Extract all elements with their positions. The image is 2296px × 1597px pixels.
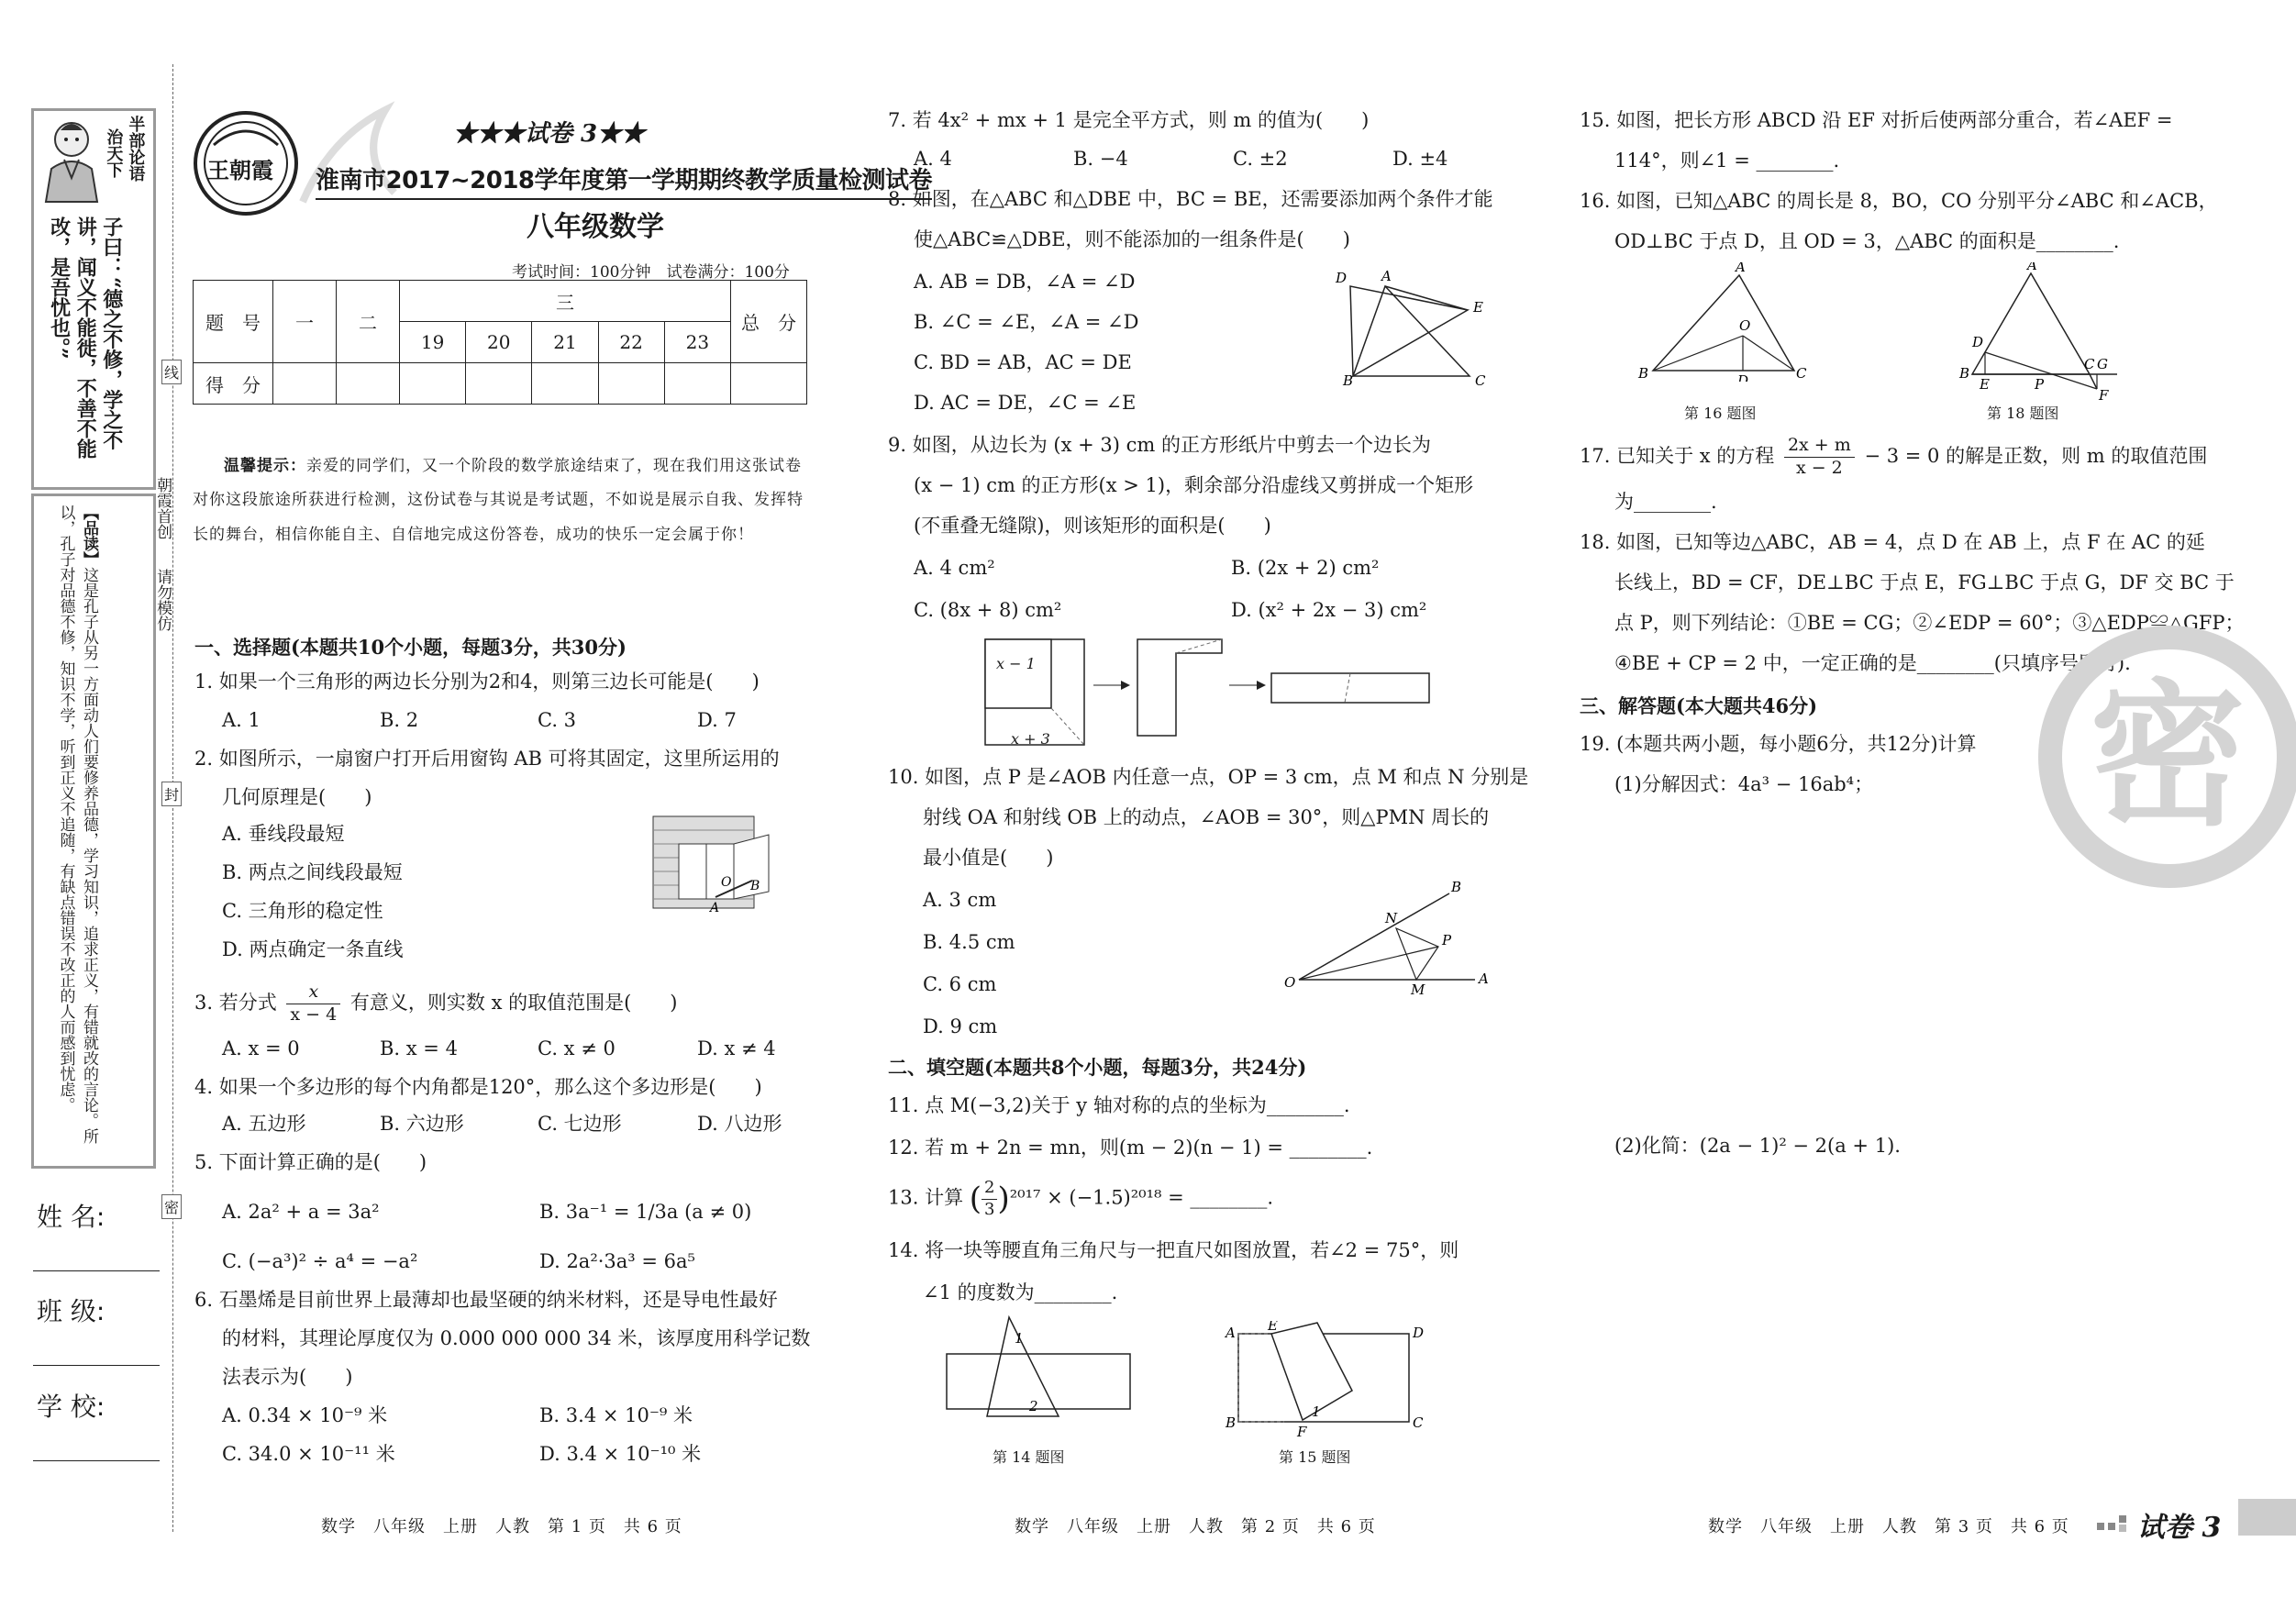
sub-col-19: 19 [400,322,466,363]
q6-opt-d[interactable]: D. 3.4 × 10⁻¹⁰ 米 [539,1443,702,1465]
q4-opt-a[interactable]: A. 五边形 [222,1113,306,1135]
q8-opt-d[interactable]: D. AC = DE，∠C = ∠E [914,392,1137,414]
footer-page-3: 数学 八年级 上册 人教 第 3 页 共 6 页 [1708,1517,2069,1536]
q1-opt-d[interactable]: D. 7 [697,709,737,731]
q3-opt-c[interactable]: C. x ≠ 0 [538,1037,616,1059]
tip-text: 亲爱的同学们，又一个阶段的数学旅途结束了，现在我们用这张试卷对你这段旅途所获进行检测，这份试卷与其说是考试题，不如说是展示自我、发挥特长的舞台，相信你能自主、自信地完成这份答卷，成功的快乐一定会属于你！ [193,457,804,544]
q8-triangles-figure [1330,266,1514,389]
answer-area-2[interactable] [1614,1170,2202,1482]
q3-denominator: x − 4 [290,1004,338,1025]
class-label: 班 级: [37,1296,105,1326]
q8-opt-c[interactable]: C. BD = AB，AC = DE [914,351,1132,373]
motto-1: 半部论语 [126,116,146,182]
q4-opt-c[interactable]: C. 七边形 [538,1113,622,1135]
q2-opt-c[interactable]: C. 三角形的稳定性 [222,900,383,922]
q19-part-2: (2)化简：(2a − 1)² − 2(a + 1). [1614,1135,1901,1157]
footer-page-2: 数学 八年级 上册 人教 第 2 页 共 6 页 [1015,1517,1376,1536]
paper-tag: 试卷 3 [2137,1512,2222,1544]
tip-paragraph [193,449,809,552]
notice-2: 请勿模仿 [153,569,172,631]
footer-page-1: 数学 八年级 上册 人教 第 1 页 共 6 页 [321,1517,682,1536]
q10-angle-figure [1282,881,1493,1004]
section-3-title: 三、解答题(本大题共46分) [1580,694,1818,717]
seal-mark-3: 密 [161,1194,182,1219]
q1-opt-b[interactable]: B. 2 [380,709,419,731]
class-input-line[interactable] [33,1365,160,1366]
q16-caption: 第 16 题图 [1684,405,1757,422]
q6-opt-c[interactable]: C. 34.0 × 10⁻¹¹ 米 [222,1443,395,1465]
svg-text:O: O [1739,317,1751,334]
q18-caption: 第 18 题图 [1987,405,2059,422]
q17-fraction [1784,435,1855,480]
q15-caption: 第 15 题图 [1279,1448,1351,1466]
sub-col-21: 21 [532,322,598,363]
q15-figure [1224,1321,1425,1444]
q13-denominator: 3 [984,1199,995,1219]
svg-text:1: 1 [1312,1403,1321,1420]
svg-text:F: F [1297,1424,1307,1440]
q10-opt-c[interactable]: C. 6 cm [923,973,997,995]
row-label-score: 得 分 [194,363,273,405]
q4-opt-b[interactable]: B. 六边形 [380,1113,464,1135]
q9-opt-b[interactable]: B. (2x + 2) cm² [1231,557,1380,579]
svg-text:D: D [1737,372,1749,382]
col-section-2: 二 [337,281,400,363]
q1-opt-c[interactable]: C. 3 [538,709,577,731]
q9-stem-1: 9. 如图，从边长为 (x + 3) cm 的正方形纸片中剪去一个边长为 [888,434,1431,456]
svg-text:B: B [1451,881,1462,895]
svg-text:C: C [1796,365,1807,382]
svg-text:1: 1 [1015,1330,1024,1347]
q17-b: − 3 = 0 的解是正数，则 m 的取值范围 [1864,444,2208,467]
seal-mark-1: 线 [161,360,182,384]
q7-opt-b[interactable]: B. −4 [1073,148,1128,170]
q19-part-1: (1)分解因式：4a³ − 16ab⁴； [1614,773,1874,795]
q9-opt-a[interactable]: A. 4 cm² [914,557,995,579]
q2-stem-1: 2. 如图所示，一扇窗户打开后用窗钩 AB 可将其固定，这里所运用的 [194,748,780,770]
svg-text:D: D [1972,334,1984,350]
q5-opt-c[interactable]: C. (−a³)² ÷ a⁴ = −a² [222,1250,418,1272]
q1-opt-a[interactable]: A. 1 [222,709,261,731]
q13-paren-open: ( [969,1180,982,1217]
reading-body: 这是孔子从另一方面动人们要修养品德，学习知识，追求正义，有错就改的言论。所以，孔子对品德不修，知识不学，听到正义不追随，有缺点错误不改正的人而感到忧虑。 [56,505,98,1144]
q17-numerator: 2x + m [1784,435,1855,458]
watermark-char: 密 [2090,666,2246,848]
q6-stem-1: 6. 石墨烯是目前世界上最薄却也最坚硬的纳米材料，还是导电性最好 [194,1289,778,1311]
svg-text:N: N [1385,910,1398,926]
q10-opt-a[interactable]: A. 3 cm [923,889,997,911]
svg-text:P: P [2035,376,2045,393]
q3-opt-b[interactable]: B. x = 4 [380,1037,458,1059]
q8-stem-2: 使△ABC≌△DBE，则不能添加的一组条件是( ) [914,228,1350,250]
q1-stem: 1. 如果一个三角形的两边长分别为2和4，则第三边长可能是( ) [194,671,760,693]
svg-text:D: D [1413,1325,1425,1341]
paper-number: ★★★试卷 3★★ [453,120,646,148]
q8-opt-a[interactable]: A. AB = DB，∠A = ∠D [914,271,1136,293]
q13-numerator: 2 [982,1178,997,1200]
q3-numerator: x [286,981,340,1004]
q18-stem-1: 18. 如图，已知等边△ABC，AB = 4，点 D 在 AB 上，点 F 在 AC 的延 [1580,531,2205,553]
q6-stem-3: 法表示为( ) [222,1366,353,1388]
q3-stem [194,981,678,1026]
q2-opt-d[interactable]: D. 两点确定一条直线 [222,938,404,960]
school-input-line[interactable] [33,1460,160,1461]
motto-2: 治天下 [104,128,124,178]
svg-text:E: E [1473,299,1483,316]
score-cell[interactable] [466,363,532,405]
school-label: 学 校: [37,1392,105,1422]
q18-stem-4: ④BE + CP = 2 中，一定正确的是________(只填序号即可). [1614,652,2131,674]
q10-stem-1: 10. 如图，点 P 是∠AOB 内任意一点，OP = 3 cm，点 M 和点 N 分别是 [888,766,1529,788]
q10-opt-d[interactable]: D. 9 cm [923,1015,998,1037]
q7-stem: 7. 若 4x² + mx + 1 是完全平方式，则 m 的值为( ) [888,109,1370,131]
svg-text:A: A [1226,1325,1236,1341]
tip-label: 温馨提示： [224,457,306,475]
sage-portrait [37,114,108,205]
q13-b: ²⁰¹⁷ × (−1.5)²⁰¹⁸ = ________. [1009,1186,1274,1209]
q9-label-top: x − 1 [996,655,1036,672]
q5-opt-a[interactable]: A. 2a² + a = 3a² [222,1201,380,1223]
svg-text:C: C [1413,1414,1424,1431]
svg-text:F: F [2099,387,2109,404]
score-cell[interactable] [731,363,807,405]
q15-stem-2: 114°，则∠1 = ________. [1614,150,1840,172]
secret-watermark-icon [2036,624,2296,890]
q3-fraction [286,981,340,1026]
q18-stem-2: 长线上，BD = CF，DE⊥BC 于点 E，FG⊥BC 于点 G，DF 交 BC 于 [1614,571,2235,593]
svg-text:2: 2 [1029,1398,1038,1414]
subject-title: 八年级数学 [527,211,664,243]
q13-paren-close: ) [997,1180,1010,1217]
svg-text:A: A [1381,268,1392,284]
q14-caption: 第 14 题图 [993,1448,1065,1466]
reading-label: 【品读】 [80,505,98,567]
q8-stem-1: 8. 如图，在△ABC 和△DBE 中，BC = BE，还需要添加两个条件才能 [888,188,1493,210]
row-label-number: 题 号 [194,281,273,363]
score-cell[interactable] [532,363,598,405]
q19-stem: 19. (本题共两小题，每小题6分，共12分)计算 [1580,733,1977,755]
svg-text:E: E [1268,1321,1278,1334]
q17-stem [1580,435,2207,480]
sub-col-22: 22 [598,322,664,363]
q4-opt-d[interactable]: D. 八边形 [697,1113,782,1135]
svg-text:C: C [2084,356,2095,372]
svg-text:C: C [1475,372,1486,385]
svg-text:O: O [1284,974,1296,991]
q14-stem-1: 14. 将一块等腰直角三角尺与一把直尺如图放置，若∠2 = 75°，则 [888,1239,1459,1261]
q18-figure [1945,262,2128,413]
notice-1: 朝霞首创 [153,477,172,539]
q9-squares-figure [983,635,1442,758]
exam-info: 考试时间：100分钟 试卷满分：100分 [512,263,790,282]
q9-stem-2: (x − 1) cm 的正方形(x > 1)，剩余部分沿虚线又剪拼成一个矩形 [914,474,1474,496]
q2-stem-2: 几何原理是( ) [222,786,372,808]
svg-text:E: E [1980,376,1990,393]
svg-text:O: O [721,875,732,890]
q13-a: 13. 计算 [888,1186,964,1209]
q9-opt-c[interactable]: C. (8x + 8) cm² [914,599,1062,621]
window-figure [651,807,780,921]
confucius-quote: 子曰：“德之不修，学之不讲，闻义不能徙，不善不能改，是吾忧也。” [47,216,124,459]
section-2-title: 二、填空题(本题共8个小题，每题3分，共24分) [888,1056,1307,1079]
q7-opt-c[interactable]: C. ±2 [1233,148,1288,170]
logo-text: 王朝霞 [207,157,273,183]
q17-stem-c: 为________. [1614,491,1717,513]
svg-text:P: P [1442,932,1452,948]
q10-stem-2: 射线 OA 和射线 OB 上的动点，∠AOB = 30°，则△PMN 周长的 [923,806,1490,828]
q7-opt-a[interactable]: A. 4 [914,148,952,170]
q3-opt-a[interactable]: A. x = 0 [222,1037,300,1059]
q16-stem-2: OD⊥BC 于点 D，且 OD = 3，△ABC 的面积是________. [1614,230,2120,252]
seal-mark-2: 封 [161,782,182,806]
name-label: 姓 名: [37,1202,105,1232]
q17-a: 17. 已知关于 x 的方程 [1580,444,1775,467]
q3-opt-d[interactable]: D. x ≠ 4 [697,1037,776,1059]
q5-stem: 5. 下面计算正确的是( ) [194,1151,427,1173]
score-cell[interactable] [598,363,664,405]
name-input-line[interactable] [33,1270,160,1271]
q10-stem-3: 最小值是( ) [923,847,1054,869]
score-cell[interactable] [337,363,400,405]
score-cell[interactable] [400,363,466,405]
score-cell[interactable] [664,363,730,405]
col-total: 总 分 [731,281,807,363]
svg-text:A: A [710,901,720,915]
q7-opt-d[interactable]: D. ±4 [1392,148,1448,170]
svg-text:A: A [1479,970,1489,987]
svg-text:M: M [1411,981,1425,998]
reading-text [53,505,100,1147]
svg-text:A: A [2027,262,2037,273]
q6-opt-b[interactable]: B. 3.4 × 10⁻⁹ 米 [539,1404,693,1426]
col-section-1: 一 [273,281,337,363]
q2-opt-a[interactable]: A. 垂线段最短 [222,823,345,845]
q13 [888,1178,1273,1220]
q14-stem-2: ∠1 的度数为________. [923,1281,1118,1303]
paper-tag-dots [2097,1512,2130,1537]
col-section-3: 三 [400,281,731,322]
q3-stem-b: 有意义，则实数 x 的取值范围是( ) [349,991,678,1014]
q8-opt-b[interactable]: B. ∠C = ∠E，∠A = ∠D [914,311,1139,333]
section-1-title: 一、选择题(本题共10个小题，每题3分，共30分) [194,636,627,659]
q17-denominator: x − 2 [1795,457,1843,478]
q5-opt-d[interactable]: D. 2a²·3a³ = 6a⁵ [539,1250,695,1272]
svg-text:A: A [1736,262,1746,275]
brand-logo [191,108,301,218]
q11: 11. 点 M(−3,2)关于 y 轴对称的点的坐标为________. [888,1094,1350,1116]
svg-text:B: B [1959,365,1970,382]
q5-opt-b[interactable]: B. 3a⁻¹ = 1/3a (a ≠ 0) [539,1201,752,1223]
q6-stem-2: 的材料，其理论厚度仅为 0.000 000 000 34 米，该厚度用科学记数 [222,1327,811,1349]
q4-stem: 4. 如果一个多边形的每个内角都是120°，那么这个多边形是( ) [194,1076,762,1098]
q15-stem-1: 15. 如图，把长方形 ABCD 沿 EF 对折后使两部分重合，若∠AEF = [1580,109,2173,131]
svg-text:B: B [1638,365,1649,382]
sub-col-20: 20 [466,322,532,363]
svg-text:B: B [1343,372,1354,385]
q3-stem-a: 3. 若分式 [194,991,277,1014]
score-table [193,280,807,405]
svg-text:D: D [1336,270,1348,286]
q16-figure [1633,262,1816,385]
q9-opt-d[interactable]: D. (x² + 2x − 3) cm² [1231,599,1427,621]
q2-opt-b[interactable]: B. 两点之间线段最短 [222,861,403,883]
q10-opt-b[interactable]: B. 4.5 cm [923,931,1015,953]
q13-fraction [982,1178,997,1220]
svg-text:B: B [750,879,760,893]
q18-stem-3: 点 P，则下列结论：①BE = CG；②∠EDP = 60°；③△EDP≌△GFP； [1614,612,2245,634]
sub-col-23: 23 [664,322,730,363]
q9-label-bottom: x + 3 [1011,730,1050,748]
q14-figure [941,1314,1143,1436]
q16-stem-1: 16. 如图，已知△ABC 的周长是 8，BO，CO 分别平分∠ABC 和∠ACB， [1580,190,2218,212]
score-cell[interactable] [273,363,337,405]
svg-text:B: B [1226,1414,1237,1431]
q12: 12. 若 m + 2n = mn，则(m − 2)(n − 1) = ________. [888,1137,1373,1159]
q9-stem-3: (不重叠无缝隙)，则该矩形的面积是( ) [914,515,1271,537]
exam-title: 淮南市2017~2018学年度第一学期期终教学质量检测试卷 [316,161,932,200]
q6-opt-a[interactable]: A. 0.34 × 10⁻⁹ 米 [222,1404,388,1426]
svg-text:G: G [2097,356,2108,372]
paper-tag-bar [2238,1499,2296,1536]
